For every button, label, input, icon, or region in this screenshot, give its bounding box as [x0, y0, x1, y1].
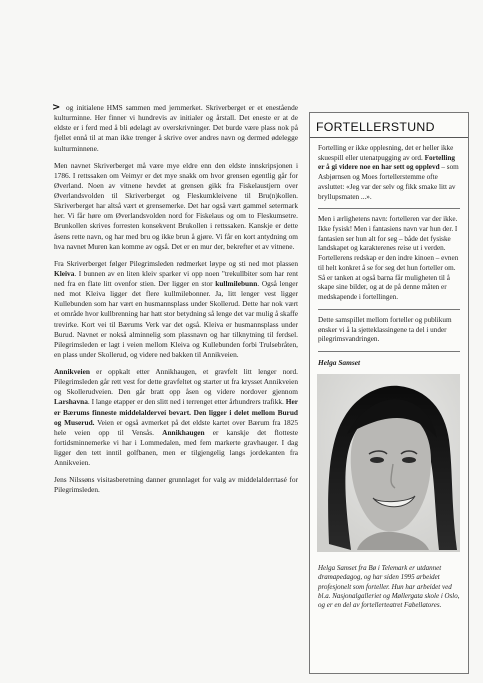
paragraph-2: Men navnet Skriverberget må være mye eldre enn den eldste innskripsjonen i 1786. I rettssaken om Veimyr er det mye snakk om hvor grensen egentlig går for Øverland. Noen av vitnene hevdet at grensen gikk fra Fiskelaustjern over Øverlandsvolden til Skriverberget og Fleskumkleivene til Bru(n)kollen. Skriverberget har altså vært et grensemerke. Det har også vært gammel setermark her. Vi får høre om Øverlandsvolden nord for Fiskelaus og om to Fleskumsetre. Brunkollen skrives forresten konsekvent Brukollen i rettssaken. Kanskje er dette åsens rette navn, og har med bru og ikke brun å gjøre. Vi får en kort antydning om hva navnet Muren kan komme av også. Det er en mur der, bekrefter et av vitnene.	[54, 160, 298, 251]
divider	[318, 351, 460, 352]
left-article-column	[54, 103, 298, 503]
sidebar-paragraph-1: Fortelling er ikke opplesning, det er heller ikke skuespill eller utenatpugging av ord. Fortelling er å gi videre noe en har sett og opplevd – som Asbjørnsen og Moes fortellerstemme ofte avsluttet: «Jeg var der selv og fikk smake litt av bryllupsmaten ...».	[318, 144, 459, 201]
divider	[318, 208, 460, 209]
sidebar-box	[309, 112, 469, 674]
paragraph-1: og initialene HMS sammen med jernmerket. Skriverberget er et enestående kulturminne. Her finner vi hundrevis av initialer og årstall. Det eneste er at de eldste er i ferd med å bli ødelagt av overskrivninger. Det burde være plass nok på fjellet ennå til at man ikke trenger å skrive over andres navn og dermed ødelegge kulturminnene.	[54, 103, 298, 153]
arrow-icon: >	[52, 102, 61, 113]
sidebar-paragraph-2: Men i ærlighetens navn: fortelleren var der ikke. Ikke fysisk! Men i fantasiens navn var hun der. I fantasien ser hun alt for seg – både det fysiske landskapet og karakterenes reise ut i verden. Fortellerens redskap er den indre kinoen – evnen til helt konkret å se for seg det hun forteller om. Så er tanken at også barna får muligheten til å skape sine bilder, og at de på denne måten er medskapende i fortellingen.	[318, 215, 459, 302]
paragraph-3: Fra Skriverberget følger Pilegrimsleden rødmerket løype og sti ned mot plassen Kleiva. I bunnen av en liten kleiv sparker vi opp noen "trekullbiter som har rent ned fra en flate litt ovenfor stien. Der ligger en stor kullmilebunn. Også lenger ned mot Kleiva ligger det flere kullmilebonner. Ja, litt lenger vest ligger Kullebunden som har vært en husmannsplass under Skollerud. Dette har nok vært et område hvor kullbrenning har hatt stor betydning så lenge det var mulig å skaffe trevirke. Kort vei til Bærums Verk var det også. Kleiva er husmannsplass under Burud. Navnet er nokså alminnelig som plassnavn og har tilknytning til ferdsel. Pilegrimsleden er lagt i veien mellom Kleiva og Kullebunden forbi Trulsebråten, en plass under Skollerud, og videre ned bakken til Annikveien.	[54, 258, 298, 359]
sidebar-title: FORTELLERSTUND	[310, 120, 468, 138]
paragraph-5: Jens Nilssøns visitasberetning danner grunnlaget for valg av middelalderrtasé for Pilegrimsleden.	[54, 475, 298, 495]
paragraph-4: Annikveien er oppkalt etter Annikhaugen, et gravfelt litt lenger nord. Pilegrimsleden går rett vest for dette gravfeltet og starter ut fra krysset Annikveien og Skollerudveien. Den går bratt opp åsen og videre nordover gjennom Larshavna. I lange etapper er den slitt ned i terrenget etter århundrers trafikk. Her er Bærums finneste middelalderveí bevart. Den ligger i delet mellom Burud og Muserud. Veien er også avmerket på det eldste kartet over Bærum fra 1825 hele veien opp til Vensås. Annikhaugen er kanskje det flotteste fortidsminnemerke vi har i Lommedalen, med fem markerte gravhauger. I dag ligger den tett inntil golfbanen, men er tilgjengelig langs jordekanten fra Annikveien.	[54, 367, 299, 468]
photo-caption: Helga Samset fra Bø i Telemark er utdannet dramapedagog, og har siden 1995 arbeidet profesjonelt som forteller. Hun har arbeidet ved bl.a. Nasjonalgalleriet og Møllergata skole i Oslo, og er en del av fortellerteatret Fabellatores.	[318, 563, 460, 610]
sidebar-body	[310, 138, 468, 611]
sidebar-paragraph-3: Dette samspillet mellom forteller og publikum ønsker vi å la sjetteklassingene ta del i under pilegrimsvandringen.	[318, 315, 452, 344]
author-name: Helga Samset	[318, 357, 361, 367]
divider	[318, 309, 460, 310]
portrait-photo	[317, 374, 460, 552]
